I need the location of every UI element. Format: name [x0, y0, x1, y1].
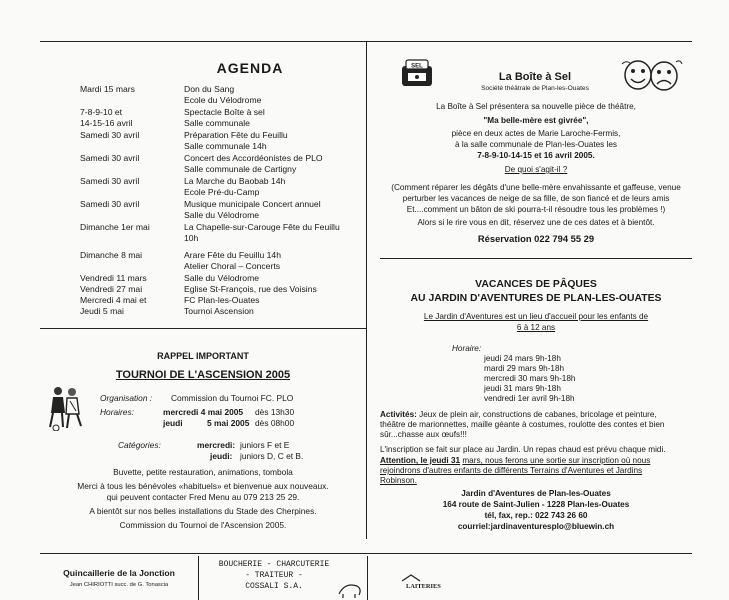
ads-top-rule: [40, 553, 692, 554]
boite-play-title: "Ma belle-mère est givrée",: [483, 116, 589, 125]
jardin-address-1: Jardin d'Aventures de Plan-les-Ouates: [461, 489, 611, 498]
agenda-event-line: La Chapelle-sur-Carouge Fête du Feuillu: [184, 222, 340, 232]
vacances-activites: [380, 410, 696, 440]
horaires-2-day: jeudi: [163, 418, 183, 428]
agenda-event: [184, 199, 370, 221]
agenda-event: [184, 273, 370, 317]
boucherie-ad: [199, 556, 368, 600]
boucherie-line-2: - TRAITEUR -: [245, 571, 303, 580]
vacances-horaire-item: jeudi 31 mars 9h-18h: [484, 384, 561, 393]
boite-reservation: Réservation 022 794 55 29: [477, 233, 595, 244]
vacances-horaire-item: vendredi 1er avril 9h-18h: [484, 394, 575, 403]
cat-2-value: juniors D, C et B.: [240, 451, 304, 461]
agenda-event-line: Eglise St-François, rue des Voisins: [184, 284, 317, 294]
merci-line-2-text: qui peuvent contacter Fred Menu au 079 213 25 29.: [106, 492, 300, 502]
boite-bottom-rule: [380, 258, 692, 259]
agenda-date-line: Dimanche 1er mai: [80, 222, 150, 232]
agenda-date: [80, 130, 180, 141]
agenda-date: [80, 222, 180, 233]
agenda-date-line: Dimanche 8 mai: [80, 250, 143, 260]
commission-text: Commission du Tournoi de l'Ascension 2005.: [119, 520, 287, 530]
horaires-1-day: mercredi 4 mai 2005: [163, 407, 244, 417]
horaires-label: Horaires:: [100, 407, 134, 417]
agenda-date: [80, 199, 180, 210]
buvette-text: Buvette, petite restauration, animations, tombola: [113, 467, 293, 477]
agenda-event-line: Salle communale: [184, 118, 250, 128]
agenda-date-line: Samedi 30 avril: [80, 199, 140, 209]
agenda-event: [184, 222, 370, 244]
rappel-heading: RAPPEL IMPORTANT: [157, 351, 249, 361]
vacances-horaire-item: jeudi 24 mars 9h-18h: [484, 354, 561, 363]
org-value: Commission du Tournoi FC. PLO: [171, 393, 294, 403]
boite-acts-1: pièce en deux actes de Marie Laroche-Fermis,: [451, 129, 621, 138]
agenda-date-line: 14-15-16 avril: [80, 118, 133, 128]
agenda-event-line: Arare Fête du Feuillu 14h: [184, 250, 281, 260]
agenda-event-line: Atelier Choral – Concerts: [184, 261, 281, 271]
agenda-date-line: Mercredi 4 mai et: [80, 295, 147, 305]
attention-block: [380, 456, 696, 486]
jardin-address-2: 164 route de Saint-Julien - 1228 Plan-les-Ouates: [442, 500, 630, 509]
boite-intro: La Boîte à Sel présentera sa nouvelle pièce de théâtre,: [436, 102, 636, 111]
agenda-title: AGENDA: [216, 60, 284, 76]
agenda-date: [80, 153, 180, 164]
attention-line-2: rejoindrons d'autres enfants de différents Terrains d'Aventures et Jardins: [380, 466, 643, 475]
pig-illustration: [337, 580, 363, 598]
boite-question: De quoi s'agit-il ?: [504, 165, 568, 174]
agenda-event: [184, 130, 370, 152]
bientot-text: A bientôt sur nos belles installations du Stade des Cherpines.: [89, 506, 317, 516]
boite-desc-1: (Comment réparer les dégâts d'une belle-mère envahissante et gaffeuse, venue: [391, 183, 681, 192]
horaires-2-date: 5 mai 2005: [207, 418, 250, 428]
horaires-1-time: dès 13h30: [255, 407, 295, 417]
boite-title: La Boîte à Sel: [498, 71, 572, 83]
boucherie-line-1: BOUCHERIE - CHARCUTERIE: [218, 560, 330, 569]
agenda-date-line: Samedi 30 avril: [80, 153, 140, 163]
agenda-date-line: 7-8-9-10 et: [80, 107, 123, 117]
merci-line-2: [40, 492, 366, 502]
vacances-horaire-item: mardi 29 mars 9h-18h: [484, 364, 565, 373]
activites-line-3: sûr...chasse aux œufs!!!: [380, 430, 467, 439]
agenda-event-line: Tournoi Ascension: [184, 306, 254, 316]
agenda-event: [184, 250, 370, 272]
categories-label: Catégories:: [118, 440, 161, 450]
laiteries-ad: [400, 572, 460, 596]
boite-dates: 7-8-9-10-14-15 et 16 avril 2005.: [477, 151, 595, 160]
cat-2-day: jeudi:: [210, 451, 233, 461]
agenda-event-line: Don du Sang: [184, 84, 235, 94]
activites-line-1: Jeux de plein air, constructions de cabanes, bricolage et peinture,: [419, 410, 657, 419]
agenda-date-line: Jeudi 5 mai: [80, 306, 124, 316]
agenda-event-line: 10h: [184, 233, 199, 243]
quincaillerie-title: Quincaillerie de la Jonction: [63, 568, 175, 578]
laiteries-label: LAITERIES: [406, 583, 441, 590]
agenda-date: [80, 84, 180, 95]
agenda-event-line: Salle du Vélodrome: [184, 210, 260, 220]
agenda-bottom-rule: [40, 328, 366, 329]
agenda-event-line: FC Plan-les-Ouates: [184, 295, 260, 305]
quincaillerie-subtitle: Jean CHIRIOTTI succ. de G. Tonascia: [69, 582, 169, 588]
vacances-title-1: VACANCES DE PÂQUES: [475, 279, 597, 290]
agenda-date-line: Samedi 30 avril: [80, 176, 140, 186]
agenda-event-line: Préparation Fête du Feuillu: [184, 130, 288, 140]
vacances-horaire-label: Horaire:: [452, 344, 482, 353]
attention-bold: Attention, le jeudi 31: [380, 456, 461, 465]
inscription-text: L'inscription se fait sur place au Jardin. Un repas chaud est prévu chaque midi.: [380, 445, 666, 454]
boite-desc-2: perturber les vacances de neige de sa fille, de son fiancé et de leurs amis: [402, 194, 670, 203]
agenda-event-line: Salle du Vélodrome: [184, 273, 260, 283]
agenda-date-line: Mardi 15 mars: [80, 84, 135, 94]
agenda-event-line: Ecole Pré-du-Camp: [184, 187, 260, 197]
laiteries-logo-mark: [402, 574, 420, 582]
merci-line-1: Merci à tous les bénévoles «habituels» et bienvenue aux nouveaux.: [77, 481, 329, 491]
quincaillerie-ad: [40, 556, 199, 600]
agenda-event: [184, 84, 370, 106]
agenda-event-line: Spectacle Boîte à sel: [184, 107, 265, 117]
cat-1-day: mercredi:: [197, 440, 236, 450]
agenda-event-line: La Marche du Baobab 14h: [184, 176, 286, 186]
horaires-2-time: dès 08h00: [255, 418, 295, 428]
agenda-event-line: Ecole du Vélodrome: [184, 95, 262, 105]
activites-line-2: théâtre de marionnettes, maille géante à costumes, roulotte des contes et bien: [380, 420, 665, 429]
football-players-illustration: [46, 385, 84, 431]
agenda-date-line: Vendredi 27 mai: [80, 284, 143, 294]
boucherie-line-3: COSSALI S.A.: [245, 582, 303, 591]
cat-1-value: juniors F et E: [240, 440, 290, 450]
agenda-date-line: Samedi 30 avril: [80, 130, 140, 140]
boite-desc-3: Et....comment un bâton de ski pourra-t-il résoudre tous les problèmes !): [406, 205, 666, 214]
boite-subtitle: Société théâtrale de Plan-les-Ouates: [481, 85, 589, 92]
agenda-event: [184, 107, 370, 129]
agenda-event-line: Concert des Accordéonistes de PLO: [184, 153, 323, 163]
agenda-date-line: Vendredi 11 mars: [80, 273, 147, 283]
theatre-logo-illustration: [398, 58, 438, 90]
vacances-lead-2: 6 à 12 ans: [516, 323, 556, 332]
agenda-event-line: Salle communale 14h: [184, 141, 267, 151]
agenda-date: [80, 250, 180, 261]
vacances-horaire-item: mercredi 30 mars 9h-18h: [484, 374, 576, 383]
svg-text:SEL: SEL: [411, 63, 423, 70]
agenda-date: [80, 273, 180, 317]
agenda-event-line: Musique municipale Concert annuel: [184, 199, 321, 209]
agenda-event: [184, 176, 370, 198]
agenda-date: [80, 176, 180, 187]
boite-desc-4: Alors si le rire vous en dit, réservez une de ces dates et à bientôt.: [417, 218, 655, 227]
attention-line-3: Robinson.: [380, 476, 417, 485]
agenda-event: [184, 153, 370, 175]
agenda-event-line: Salle communale de Cartigny: [184, 164, 297, 174]
agenda-date: [80, 107, 180, 129]
org-label: Organisation :: [100, 393, 153, 403]
vacances-title-2: AU JARDIN D'AVENTURES DE PLAN-LES-OUATES: [410, 293, 662, 304]
tournoi-title: TOURNOI DE L'ASCENSION 2005: [115, 369, 291, 381]
vacances-lead-1: Le Jardin d'Aventures est un lieu d'accueil pour les enfants de: [423, 312, 649, 321]
jardin-email: courriel:jardinaventuresplo@bluewin.ch: [457, 522, 615, 531]
jardin-phone: tél, fax, rep.: 022 743 26 60: [484, 511, 588, 520]
boite-acts-2: à la salle communale de Plan-les-Ouates les: [454, 140, 617, 149]
activites-label: Activités:: [380, 410, 417, 419]
attention-rest: mars, nous ferons une sortie sur inscription où nous: [462, 456, 651, 465]
